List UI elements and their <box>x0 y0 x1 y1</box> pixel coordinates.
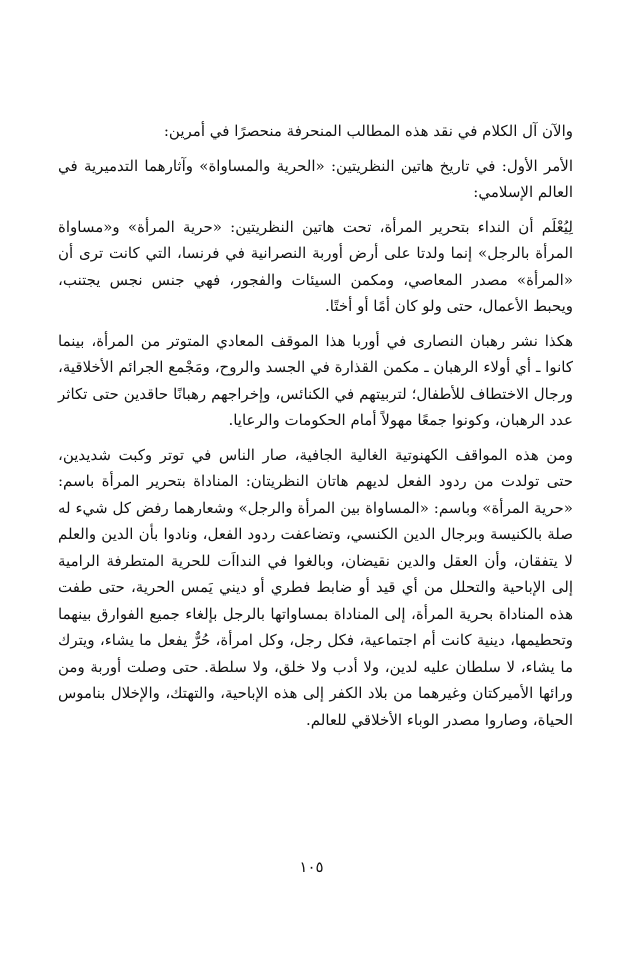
paragraph-monks: هكذا نشر رهبان النصارى في أوربا هذا الموقف المعادي المتوتر من المرأة، بينما كانوا ـ أي أولاء الرهبان ـ مكمن القذارة في الجسد والروح، ومَجْمع الجرائم الأخلاقية، ورجال الاختطاف للأطفال؛ لتربيتهم في الكنائس، وإخراجهم رهبانًا حاقدين حتى تكاثر عدد الرهبان، وكونوا جمعًا مهولاً أمام الحكومات والرعايا. <box>58 331 573 429</box>
paragraph-first-matter: الأمر الأول: في تاريخ هاتين النظريتين: «الحرية والمساواة» وآثارهما التدميرية في العالم الإسلامي: <box>58 156 573 201</box>
paragraph-women-liberation: لِيُعْلَم أن النداء بتحرير المرأة، تحت هاتين النظريتين: «حرية المرأة» و«مساواة المرأة بالرجل» إنما ولدتا على أرض أوربة النصرانية في فرنسا، التي كانت ترى أن «المرأة» مصدر المعاصي، ومكمن السيئات والفجور، فهي جنس نجس يجتنب، ويحبط الأعمال، حتى ولو كان أمًا أو أختًا. <box>58 217 573 315</box>
page-number: ١٠٥ <box>299 858 324 876</box>
paragraph-reactions: ومن هذه المواقف الكهنوتية الغالية الجافية، صار الناس في توتر وكبت شديدين، حتى تولدت من ردود الفعل لديهم هاتان النظريتان: المناداة بتحرير المرأة باسم: «حرية المرأة» وباسم: «المساواة بين المرأة والرجل» وشعارهما رفض كل شيء له صلة بالكنيسة وبرجال الدين الكنسي، وتضاعفت ردود الفعل، ونادوا بأن الدين والعلم لا يتفقان، وأن العقل والدين نقيضان، وبالغوا في الندااَت للحرية المتطرفة الرامية إلى الإباحية والتحلل من أي قيد أو ضابط فطري أو ديني يَمس الحرية، حتى طفت هذه المناداة بحرية المرأة، إلى المناداة بمساواتها بالرجل بإلغاء جميع الفوارق بينهما وتحطيمها، دينية كانت أم اجتماعية، فكل رجل، وكل امرأة، حُرٌّ يفعل ما يشاء، ويترك ما يشاء، لا سلطان عليه لدين، ولا أدب ولا خلق، ولا سلطة. حتى وصلت أوربة ومن ورائها الأميركتان وغيرهما من بلاد الكفر إلى هذه الإباحية، والتهتك، والإخلال بناموس الحياة، وصاروا مصدر الوباء الأخلاقي للعالم. <box>58 445 573 729</box>
page-body <box>58 118 573 733</box>
paragraph-intro: والآن آل الكلام في نقد هذه المطالب المنحرفة منحصرًا في أمرين: <box>163 122 573 140</box>
